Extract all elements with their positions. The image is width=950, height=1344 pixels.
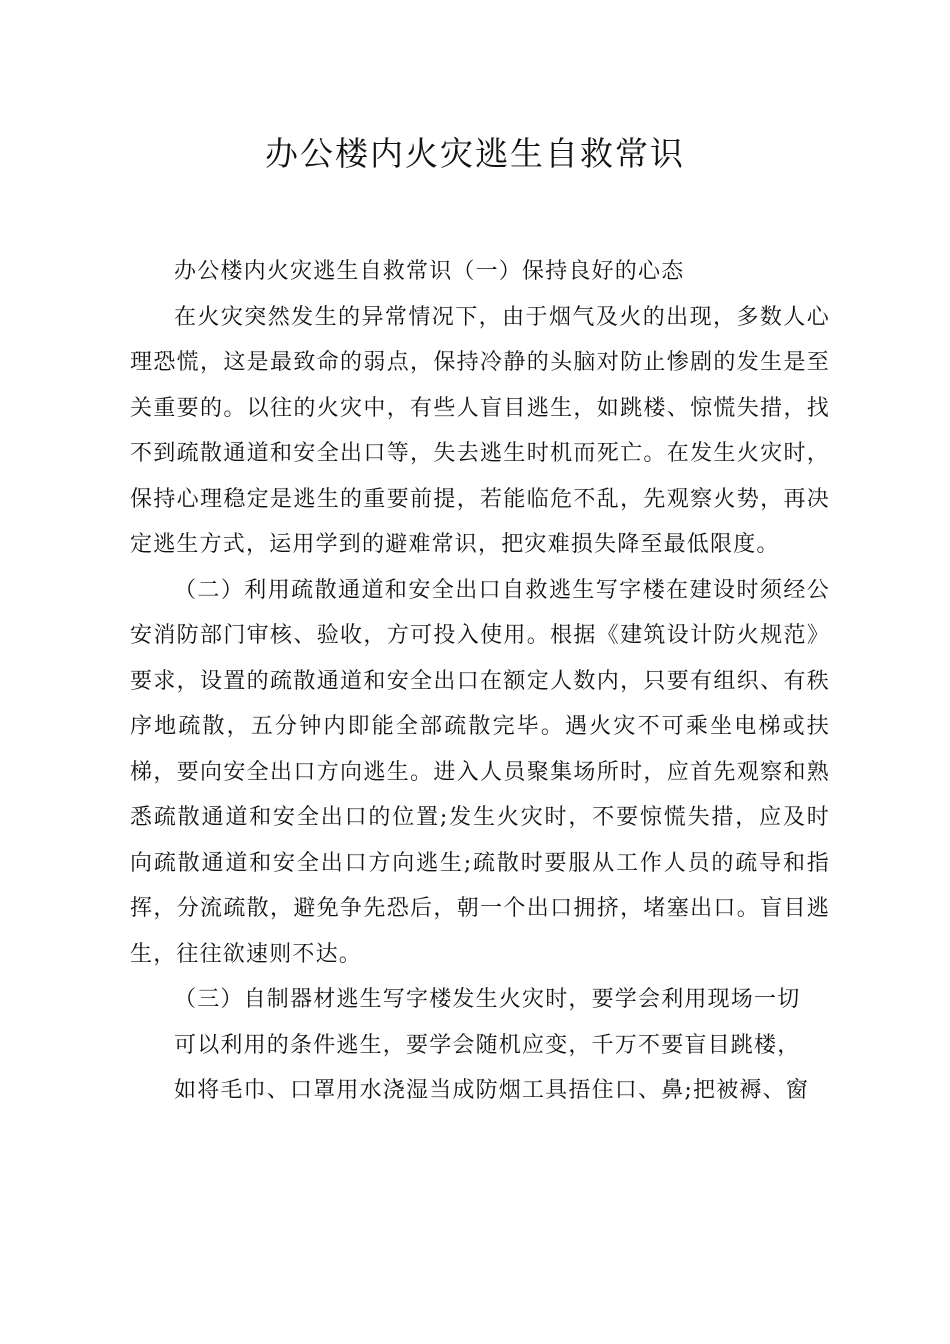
paragraph-section-3-line-3: 如将毛巾、口罩用水浇湿当成防烟工具捂住口、鼻;把被褥、窗 [174, 1078, 810, 1103]
paragraph-section-1-heading: 办公楼内火灾逃生自救常识（一）保持良好的心态 [174, 259, 685, 284]
paragraph-section-2: （二）利用疏散通道和安全出口自救逃生写字楼在建设时须经公安消防部门审核、验收，方可投入使用。根据《建筑设计防火规范》要求，设置的疏散通道和安全出口在额定人数内，只要有组织、有秩序地疏散，五分钟内即能全部疏散完毕。遇火灾不可乘坐电梯或扶梯，要向安全出口方向逃生。进入人员聚集场所时，应首先观察和熟悉疏散通道和安全出口的位置;发生火灾时，不要惊慌失措，应及时向疏散通道和安全出口方向逃生;疏散时要服从工作人员的疏导和指挥，分流疏散，避免争先恐后，朝一个出口拥挤，堵塞出口。盲目逃生，往往欲速则不达。 [130, 577, 830, 967]
document-body [130, 249, 830, 1114]
paragraph-section-1-body: 在火灾突然发生的异常情况下，由于烟气及火的出现，多数人心理恐慌，这是最致命的弱点，保持冷静的头脑对防止惨剧的发生是至关重要的。以往的火灾中，有些人盲目逃生，如跳楼、惊慌失措，找不到疏散通道和安全出口等，失去逃生时机而死亡。在发生火灾时，保持心理稳定是逃生的重要前提，若能临危不乱，先观察火势，再决定逃生方式，运用学到的避难常识，把灾难损失降至最低限度。 [130, 304, 830, 557]
paragraph-section-3-line-1: （三）自制器材逃生写字楼发生火灾时，要学会利用现场一切 [174, 987, 801, 1012]
paragraph-section-3-line-2: 可以利用的条件逃生，要学会随机应变，千万不要盲目跳楼， [174, 1032, 801, 1058]
document-title: 办公楼内火灾逃生自救常识 [265, 134, 685, 173]
